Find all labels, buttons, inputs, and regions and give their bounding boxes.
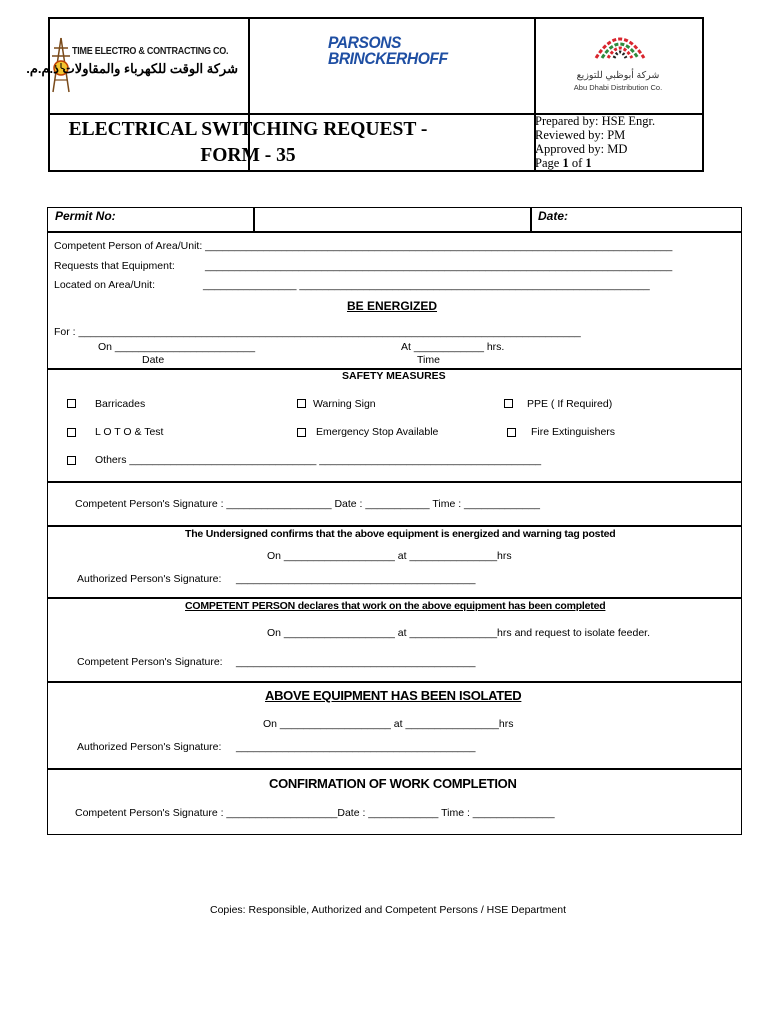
completed-signature-field[interactable]: _________________________________________ [236, 656, 476, 668]
row-divider [47, 768, 742, 770]
others-checkbox[interactable] [67, 456, 76, 465]
be-energized-heading: BE ENERGIZED [347, 299, 438, 313]
located-area-field[interactable]: ________________ ____________________________________________________________ [203, 279, 650, 291]
confirmation-signature-field[interactable]: Competent Person's Signature : ___________________Date : ____________ Time : ______________ [75, 807, 555, 819]
emergency-stop-checkbox[interactable] [297, 428, 306, 437]
competent-signature-field[interactable]: Competent Person's Signature : __________________ Date : ___________ Time : _____________ [75, 498, 540, 510]
completed-statement: COMPETENT PERSON declares that work on the above equipment has been completed [185, 600, 606, 612]
reviewed-by: Reviewed by: PM [535, 128, 626, 142]
time-electro-logo [26, 34, 246, 96]
document-control [535, 114, 655, 170]
row-divider [47, 231, 742, 233]
cell-divider [530, 207, 532, 231]
safety-measures-heading: SAFETY MEASURES [342, 370, 446, 382]
addc-emblem-icon [592, 26, 648, 62]
completed-signature-label: Competent Person's Signature: [77, 656, 223, 668]
prepared-by: Prepared by: HSE Engr. [535, 114, 656, 128]
at-time-field[interactable]: At ____________ hrs. [401, 341, 505, 353]
authorized-signature-label: Authorized Person's Signature: [77, 573, 222, 585]
for-field[interactable]: For : ______________________________________________________________________________________ [54, 326, 581, 338]
requests-equipment-field[interactable]: ________________________________________________________________________________ [205, 260, 673, 272]
loto-test-checkbox[interactable] [67, 428, 76, 437]
row-divider [47, 681, 742, 683]
company-name-en: TIME ELECTRO & CONTRACTING CO. [72, 45, 229, 57]
date-field[interactable] [576, 209, 736, 229]
competent-person-area-field[interactable]: Competent Person of Area/Unit: ________________________________________________________________________________ [54, 240, 673, 252]
energized-on-field[interactable]: On ___________________ at _______________hrs [267, 550, 512, 562]
energized-statement: The Undersigned confirms that the above equipment is energized and warning tag posted [185, 528, 616, 540]
emergency-stop-label: Emergency Stop Available [316, 426, 439, 438]
permit-no-label: Permit No: [55, 209, 116, 223]
approved-by: Approved by: MD [535, 142, 628, 156]
warning-sign-checkbox[interactable] [297, 399, 306, 408]
permit-no-field[interactable] [256, 209, 526, 229]
row-divider [47, 525, 742, 527]
date-label: Date: [538, 209, 569, 223]
client-name-ar: شركة أبوظبي للتوزيع [576, 70, 660, 81]
barricades-checkbox[interactable] [67, 399, 76, 408]
loto-test-label: L O T O & Test [95, 426, 164, 438]
barricades-label: Barricades [95, 398, 146, 410]
fire-extinguishers-label: Fire Extinguishers [531, 426, 616, 438]
form-title: ELECTRICAL SWITCHING REQUEST - FORM - 35 [68, 119, 428, 166]
requests-equipment-label: Requests that Equipment: [54, 260, 175, 272]
fire-extinguishers-checkbox[interactable] [507, 428, 516, 437]
isolated-signature-label: Authorized Person's Signature: [77, 741, 222, 753]
row-divider [47, 597, 742, 599]
addc-logo [536, 24, 700, 96]
ppe-checkbox[interactable] [504, 399, 513, 408]
located-area-label: Located on Area/Unit: [54, 279, 155, 291]
parsons-brinckerhoff-logo: PARSONS BRINCKERHOFF [328, 33, 448, 68]
row-divider [47, 481, 742, 483]
isolated-on-field[interactable]: On ___________________ at ________________hrs [263, 718, 514, 730]
page-number: Page 1 of 1 [535, 156, 592, 170]
others-field[interactable]: Others ________________________________ ______________________________________ [95, 454, 542, 466]
copies-note: Copies: Responsible, Authorized and Competent Persons / HSE Department [210, 904, 567, 916]
confirmation-heading: CONFIRMATION OF WORK COMPLETION [269, 776, 517, 791]
warning-sign-label: Warning Sign [313, 398, 376, 410]
time-caption: Time [417, 354, 440, 366]
completed-on-field[interactable]: On ___________________ at _______________hrs and request to isolate feeder. [267, 627, 650, 639]
on-date-field[interactable]: On ________________________ [98, 341, 256, 353]
date-caption: Date [142, 354, 165, 366]
company-name-ar: شركة الوقت للكهرباء والمقاولات ذ.م.م. [26, 61, 238, 76]
client-name-en: Abu Dhabi Distribution Co. [573, 83, 663, 92]
isolated-heading: ABOVE EQUIPMENT HAS BEEN ISOLATED [265, 688, 522, 703]
ppe-label: PPE ( If Required) [527, 398, 613, 410]
authorized-signature-field[interactable]: _________________________________________ [236, 573, 476, 585]
isolated-signature-field[interactable]: _________________________________________ [236, 741, 476, 753]
cell-divider [253, 207, 255, 231]
